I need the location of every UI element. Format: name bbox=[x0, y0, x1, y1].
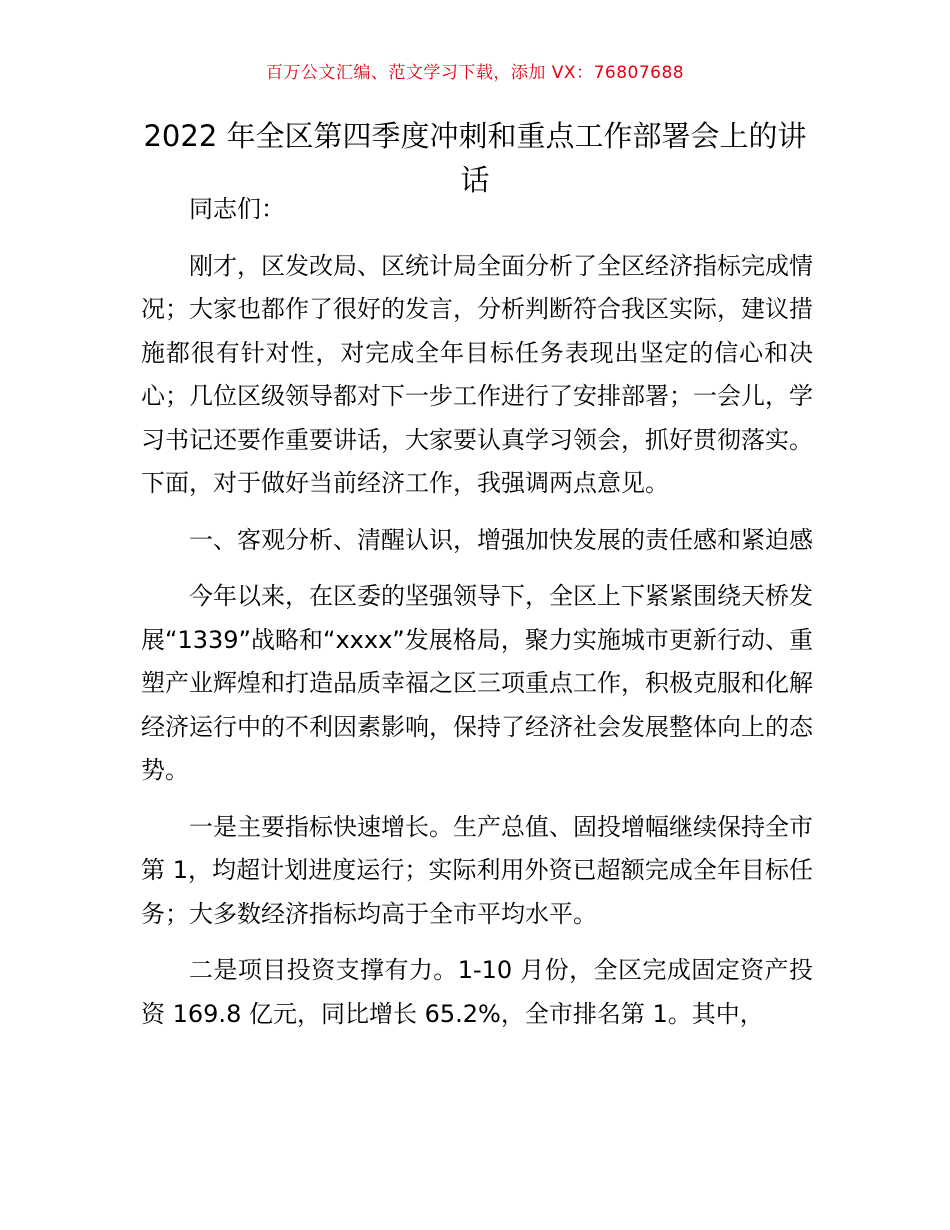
header-promo-note: 百万公文汇编、范文学习下载，添加 VX：76807688 bbox=[265, 63, 685, 83]
document-title: 2022 年全区第四季度冲刺和重点工作部署会上的讲话 bbox=[143, 119, 807, 197]
body-paragraph: 二是项目投资支撑有力。1-10 月份，全区完成固定资产投资 169.8 亿元，同比增长 65.2%，全市排名第 1。其中， bbox=[141, 956, 813, 1028]
body-paragraph: 刚才，区发改局、区统计局全面分析了全区经济指标完成情况；大家也都作了很好的发言，分析判断符合我区实际，建议措施都很有针对性，对完成全年目标任务表现出坚定的信心和决心；几位区级领导都对下一步工作进行了安排部署；一会儿，学习书记还要作重要讲话，大家要认真学习领会，抓好贯彻落实。下面，对于做好当前经济工作，我强调两点意见。 bbox=[141, 251, 813, 497]
body-paragraph: 一是主要指标快速增长。生产总值、固投增幅继续保持全市第 1，均超计划进度运行；实际利用外资已超额完成全年目标任务；大多数经济指标均高于全市平均水平。 bbox=[141, 812, 813, 928]
section-heading: 一、客观分析、清醒认识，增强加快发展的责任感和紧迫感 bbox=[189, 525, 813, 554]
body-paragraph: 今年以来，在区委的坚强领导下，全区上下紧紧围绕天桥发展“1339”战略和“xxxx”发展格局，聚力实施城市更新行动、重塑产业辉煌和打造品质幸福之区三项重点工作，积极克服和化解经济运行中的不利因素影响，保持了经济社会发展整体向上的态势。 bbox=[141, 582, 813, 784]
document-body bbox=[141, 188, 813, 1049]
salutation: 同志们： bbox=[189, 195, 285, 223]
